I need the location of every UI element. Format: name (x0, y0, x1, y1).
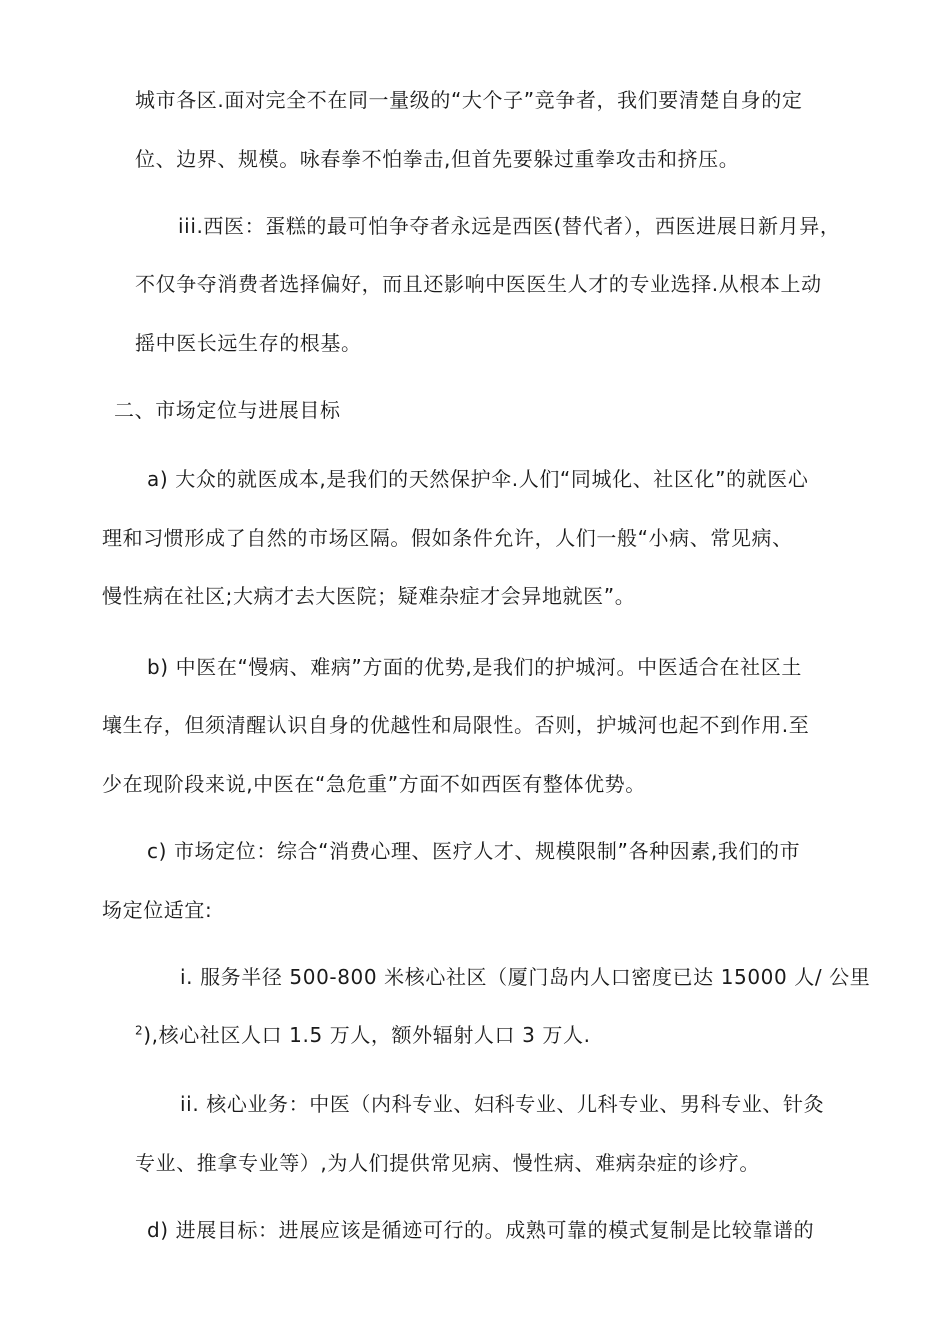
paragraph-line: ii. 核心业务：中医（内科专业、妇科专业、儿科专业、男科专业、针灸 (180, 1092, 825, 1116)
paragraph-line: i. 服务半径 500-800 米核心社区（厦门岛内人口密度已达 15000 人/ 公里 (180, 965, 871, 989)
paragraph-line: c) 市场定位：综合“消费心理、医疗人才、规模限制”各种因素,我们的市 (147, 839, 801, 863)
paragraph-line: 少在现阶段来说,中医在“急危重”方面不如西医有整体优势。 (102, 772, 646, 796)
paragraph-line: 不仅争夺消费者选择偏好，而且还影响中医医生人才的专业选择.从根本上动 (135, 272, 822, 296)
paragraph-line: 专业、推拿专业等）,为人们提供常见病、慢性病、难病杂症的诊疗。 (135, 1151, 760, 1175)
paragraph-line: 理和习惯形成了自然的市场区隔。假如条件允许，人们一般“小病、常见病、 (102, 526, 793, 550)
paragraph-line: 摇中医长远生存的根基。 (135, 331, 362, 355)
superscript: 2 (135, 1023, 144, 1038)
paragraph-line: a) 大众的就医成本,是我们的天然保护伞.人们“同城化、社区化”的就医心 (147, 467, 809, 491)
line-text: ),核心社区人口 1.5 万人，额外辐射人口 3 万人. (143, 1023, 591, 1047)
paragraph-line: iii.西医：蛋糕的最可怕争夺者永远是西医(替代者），西医进展日新月异， (178, 214, 841, 238)
paragraph-line: 场定位适宜: (102, 898, 213, 922)
paragraph-line: d) 进展目标：进展应该是循迹可行的。成熟可靠的模式复制是比较靠谱的 (147, 1218, 815, 1242)
paragraph-line: 壤生存，但须清醒认识自身的优越性和局限性。否则，护城河也起不到作用.至 (102, 713, 810, 737)
paragraph-line: 城市各区.面对完全不在同一量级的“大个子”竞争者，我们要清楚自身的定 (135, 88, 803, 112)
paragraph-line (135, 1021, 591, 1049)
paragraph-line: 位、边界、规模。咏春拳不怕拳击,但首先要躲过重拳攻击和挤压。 (135, 147, 740, 171)
paragraph-line: 慢性病在社区;大病才去大医院；疑难杂症才会异地就医”。 (102, 584, 636, 608)
paragraph-line: b) 中医在“慢病、难病”方面的优势,是我们的护城河。中医适合在社区土 (147, 655, 802, 679)
section-heading: 二、市场定位与进展目标 (114, 398, 341, 422)
